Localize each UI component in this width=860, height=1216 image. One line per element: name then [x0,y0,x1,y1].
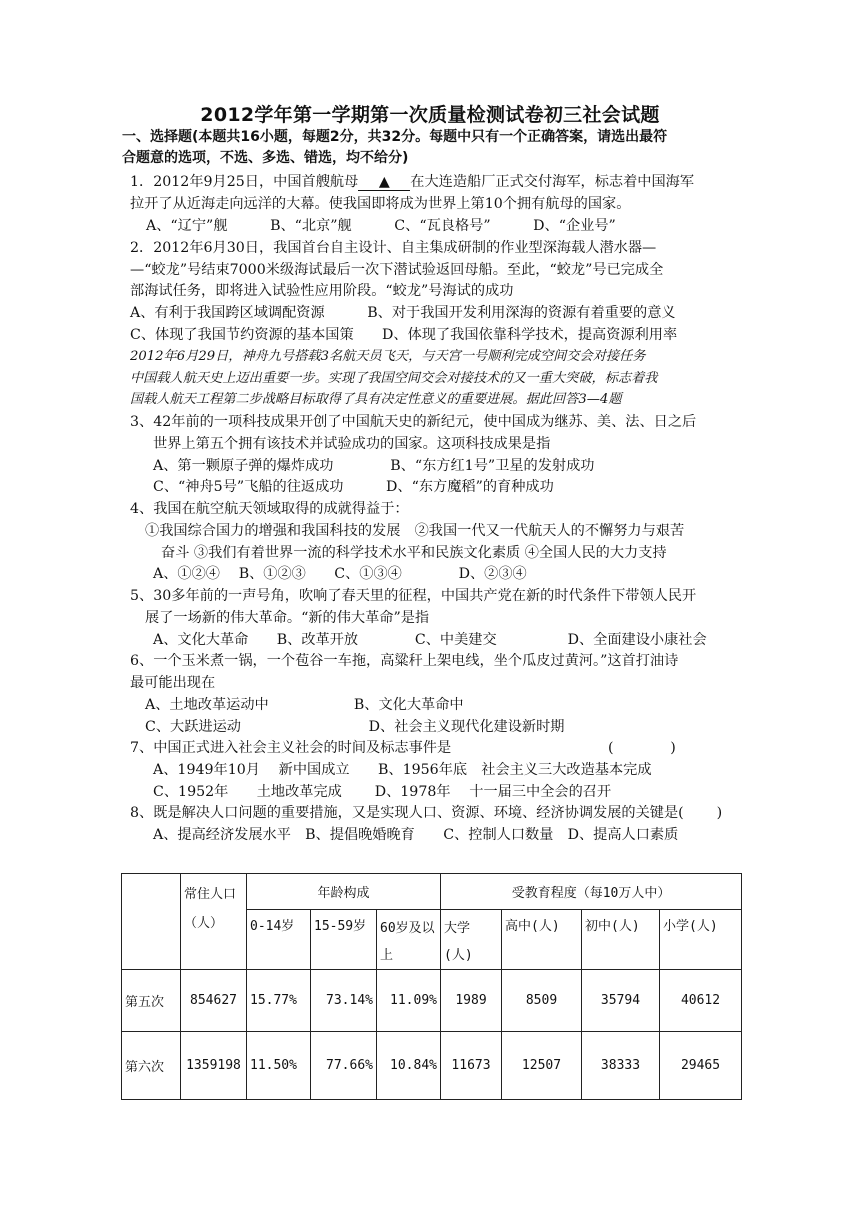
table-cell: 12507 [502,1032,582,1100]
table-cell: 11.50% [247,1032,311,1100]
question-4-options: A、①②④ B、①②③ C、①③④ D、②③④ [153,566,527,582]
table-cell: 40612 [660,970,742,1032]
question-1-post: 在大连造船厂正式交付海军，标志着中国海军 [410,174,695,190]
section-header-line2: 合题意的选项，不选、多选、错选，均不给分) [122,150,409,166]
header-age-0-14: 0-14岁 [247,910,311,970]
table-cell: 15.77% [247,970,311,1032]
section-header-line1: 一、选择题(本题共16小题，每题2分，共32分。每题中只有一个正确答案，请选出最符 [122,129,668,145]
header-empty-cell [122,874,181,970]
table-row [122,970,742,1032]
table-cell: 854627 [181,970,247,1032]
header-high-school: 高中(人) [502,910,582,970]
question-1-line1 [130,172,694,192]
question-5-line2: 展了一场新的伟大革命。“新的伟大革命”是指 [145,610,430,626]
header-middle-school: 初中(人) [582,910,660,970]
row-label: 第五次 [122,970,181,1032]
question-6-line2: 最可能出现在 [130,675,216,691]
question-2-line2: —“蛟龙”号结束7000米级海试最后一次下潜试验返回母船。至此，“蛟龙”号已完成全 [130,262,664,278]
passage-line1: 2012年6月29日，神舟九号搭载3名航天员飞天，与天宫一号顺利完成空间交会对接任务 [130,349,646,364]
header-education: 受教育程度（每10万人中） [441,874,742,910]
question-7-line1: 7、中国正式进入社会主义社会的时间及标志事件是 [130,740,452,756]
question-4-line2: ①我国综合国力的增强和我国科技的发展 ②我国一代又一代航天人的不懈努力与艰苦 [145,523,685,539]
question-4-line1: 4、我国在航空航天领域取得的成就得益于： [130,501,409,517]
question-1-pre: 1．2012年9月25日，中国首艘航母 [130,174,359,190]
question-1-line2: 拉开了从近海走向远洋的大幕。使我国即将成为世界上第10个拥有航母的国家。 [130,196,631,212]
question-2-option-c: C、体现了我国节约资源的基本国策 D、体现了我国依靠科学技术，提高资源利用率 [130,327,678,343]
table-cell: 38333 [582,1032,660,1100]
table-row [122,1032,742,1100]
header-age-60-plus: 60岁及以上 [377,910,441,970]
question-6-line1: 6、一个玉米煮一锅，一个苞谷一车拖，高粱秆上架电线，坐个瓜皮过黄河。”这首打油诗 [130,653,679,669]
table-cell: 1989 [441,970,502,1032]
header-population: 常住人口（人） [181,874,247,970]
table-cell: 77.66% [311,1032,377,1100]
question-5-options: A、文化大革命 B、改革开放 C、中美建交 D、全面建设小康社会 [153,632,707,648]
page-title: 2012学年第一学期第一次质量检测试卷初三社会试题 [200,104,660,126]
question-2-line3: 部海试任务，即将进入试验性应用阶段。“蛟龙”号海试的成功 [130,283,514,299]
question-8-options: A、提高经济发展水平 B、提倡晚婚晚育 C、控制人口数量 D、提高人口素质 [153,827,679,843]
table-cell: 1359198 [181,1032,247,1100]
question-3-line1: 3、42年前的一项科技成果开创了中国航天史的新纪元，使中国成为继苏、美、法、日之后 [130,414,697,430]
header-age-structure: 年龄构成 [247,874,441,910]
question-3-option-a: A、第一颗原子弹的爆炸成功 B、“东方红1号”卫星的发射成功 [153,458,595,474]
header-primary-school: 小学(人) [660,910,742,970]
question-1-options: A、“辽宁”舰 B、“北京”舰 C、“瓦良格号” D、“企业号” [146,218,616,234]
table-cell: 10.84% [377,1032,441,1100]
question-6-option-c: C、大跃进运动 D、社会主义现代化建设新时期 [145,719,565,735]
answer-bracket: ( ) [608,740,676,756]
answer-blank [358,174,410,191]
question-3-option-c: C、“神舟5号”飞船的往返成功 D、“东方魔稻”的育种成功 [153,479,554,495]
passage-line3: 国载人航天工程第二步战略目标取得了具有决定性意义的重要进展。据此回答3—4题 [130,392,622,407]
table-cell: 11673 [441,1032,502,1100]
table-cell: 11.09% [377,970,441,1032]
question-2-option-a: A、有利于我国跨区域调配资源 B、对于我国开发利用深海的资源有着重要的意义 [130,305,676,321]
table-cell: 35794 [582,970,660,1032]
triangle-mark-icon: ▲ [378,174,390,190]
table-cell: 29465 [660,1032,742,1100]
row-label: 第六次 [122,1032,181,1100]
question-5-line1: 5、30多年前的一声号角，吹响了春天里的征程，中国共产党在新的时代条件下带领人民开 [130,588,697,604]
table-cell: 8509 [502,970,582,1032]
question-7-option-a: A、1949年10月 新中国成立 B、1956年底 社会主义三大改造基本完成 [153,762,652,778]
table-cell: 73.14% [311,970,377,1032]
question-4-line3: 奋斗 ③我们有着世界一流的科学技术水平和民族文化素质 ④全国人民的大力支持 [161,545,667,561]
census-table [121,873,742,1100]
question-8-line1: 8、既是解决人口问题的重要措施，又是实现人口、资源、环境、经济协调发展的关键是( ) [130,805,723,821]
question-2-line1: 2．2012年6月30日，我国首台自主设计、自主集成研制的作业型深海载人潜水器— [130,240,657,256]
question-3-line2: 世界上第五个拥有该技术并试验成功的国家。这项科技成果是指 [153,436,551,452]
question-7-option-c: C、1952年 土地改革完成 D、1978年 十一届三中全会的召开 [153,784,612,800]
header-university: 大学(人) [441,910,502,970]
passage-line2: 中国载人航天史上迈出重要一步。实现了我国空间交会对接技术的又一重大突破，标志着我 [130,371,658,386]
question-6-option-a: A、土地改革运动中 B、文化大革命中 [145,697,464,713]
header-age-15-59: 15-59岁 [311,910,377,970]
